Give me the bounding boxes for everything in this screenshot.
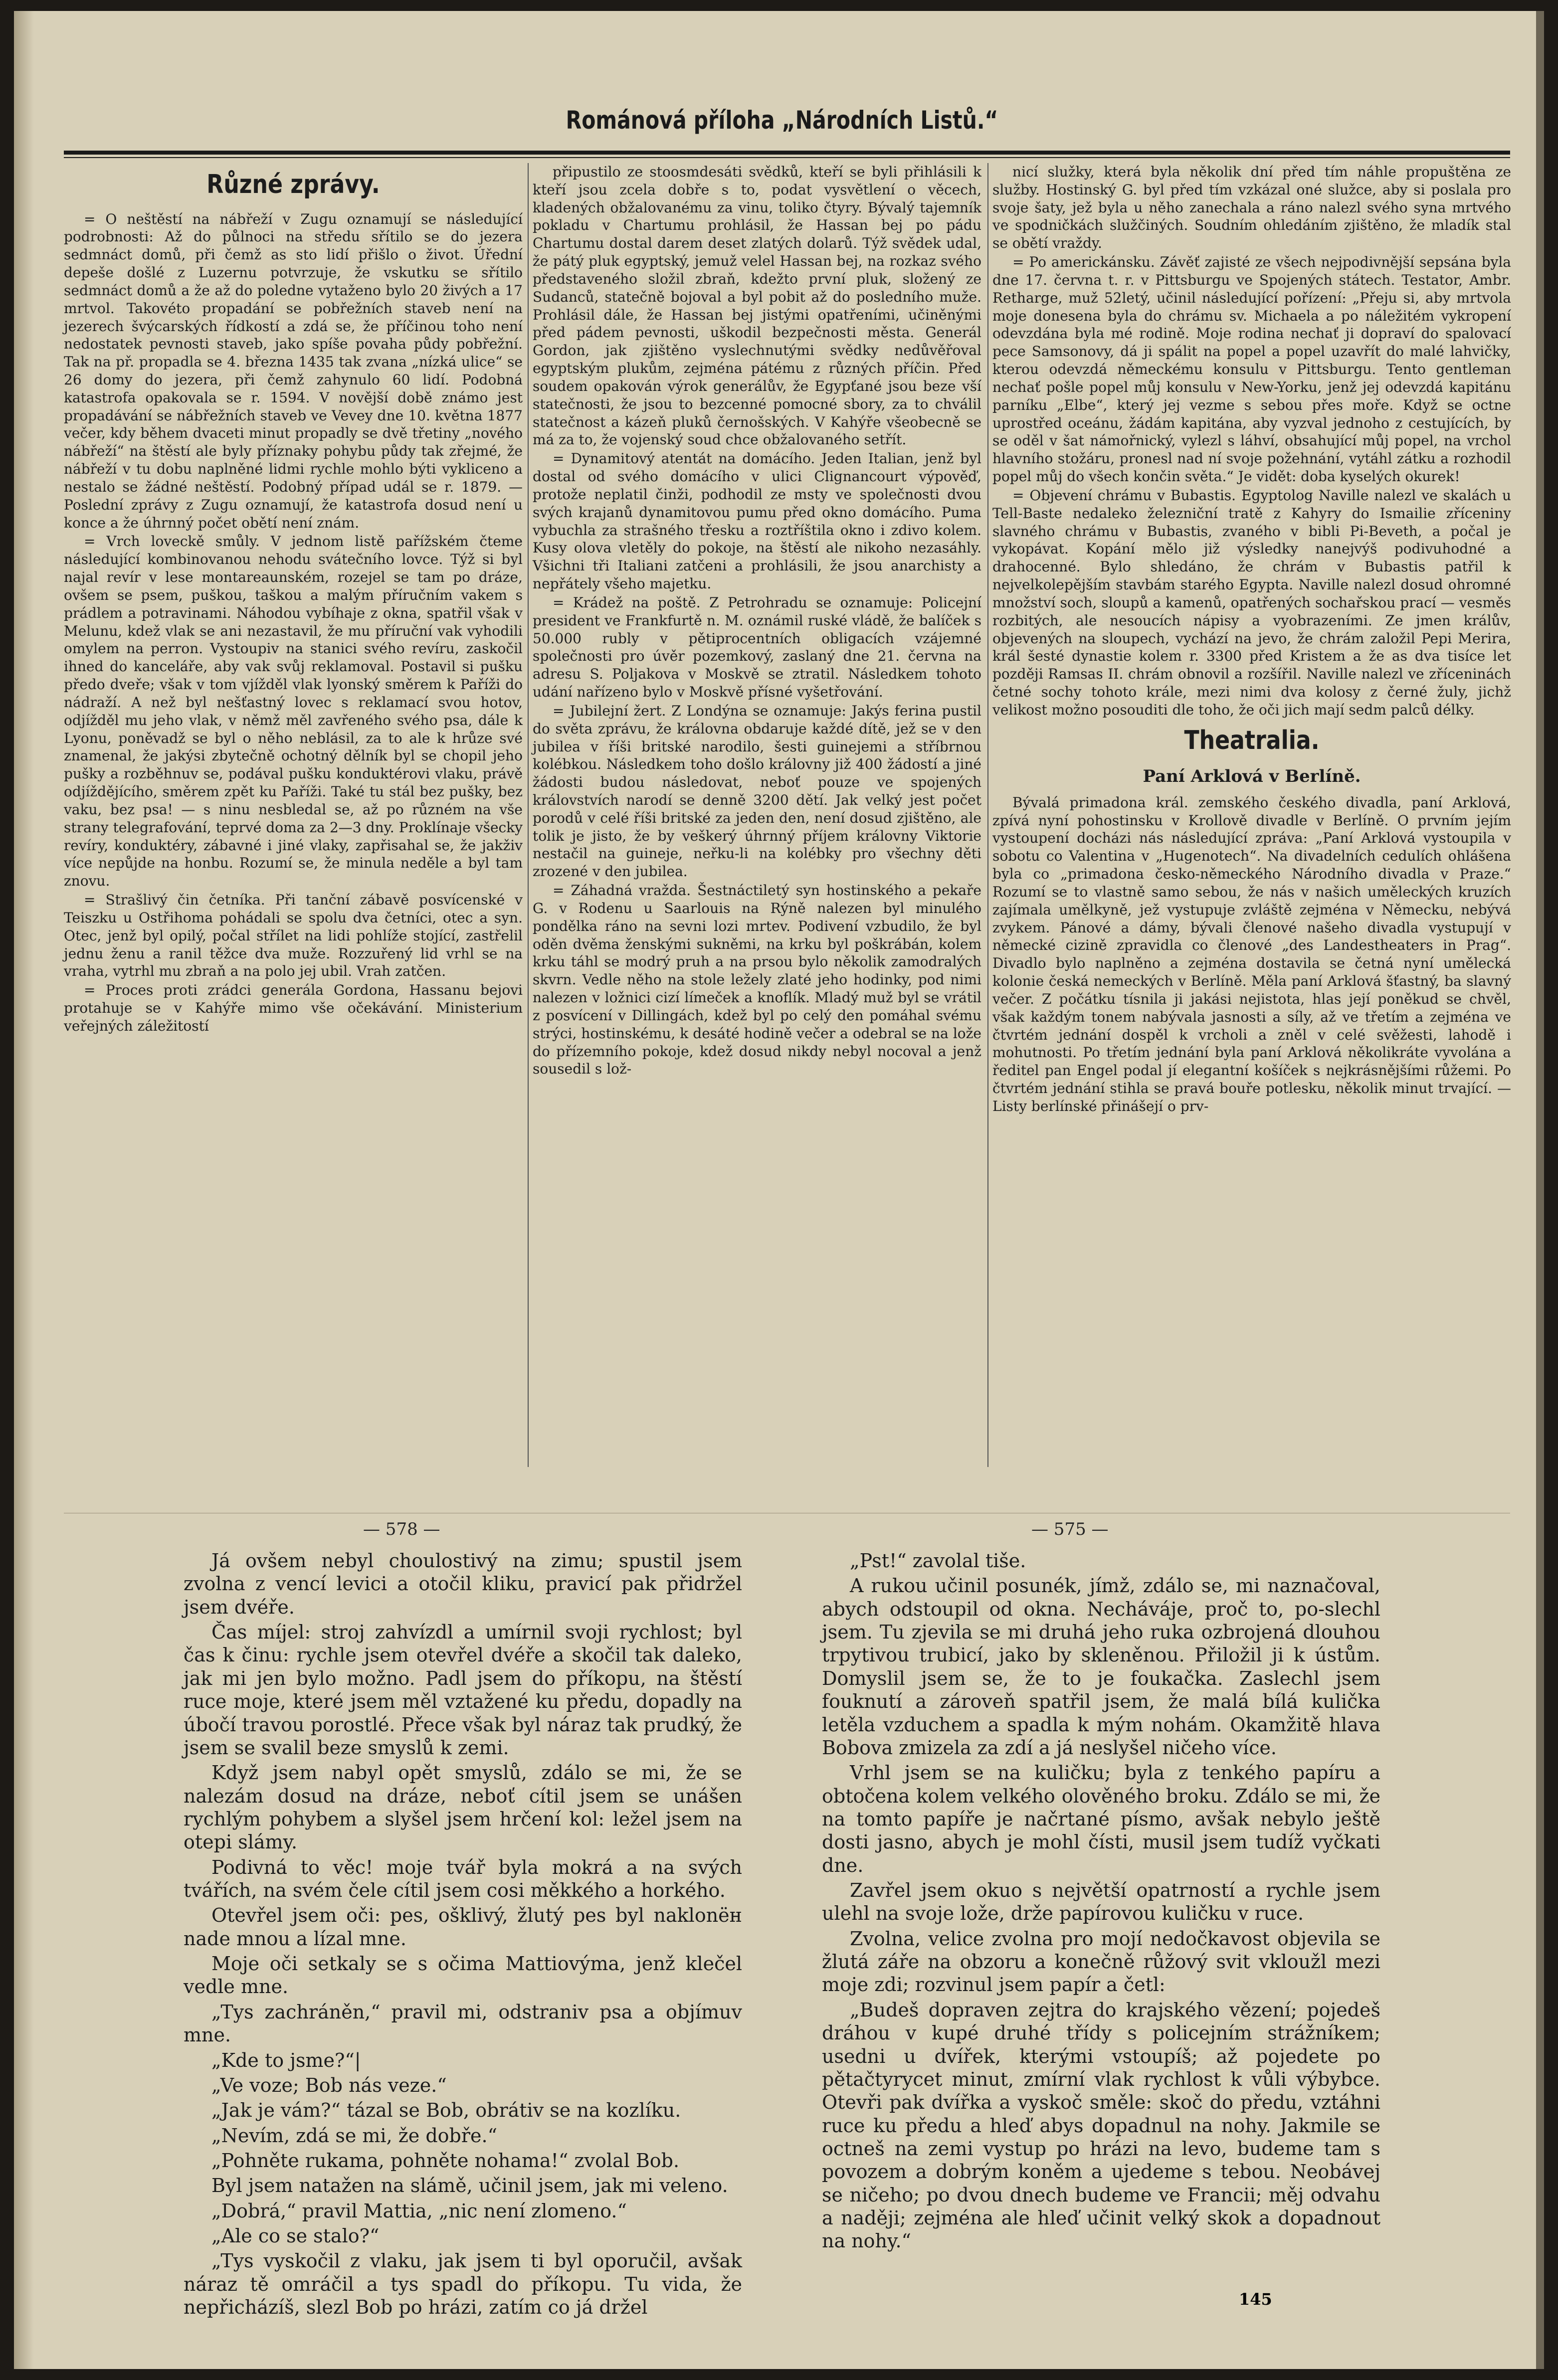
theatre-heading: Theatralia. bbox=[1184, 725, 1320, 755]
page-edge bbox=[1536, 11, 1544, 2369]
header-rule-thin bbox=[64, 157, 1510, 158]
story-column-left bbox=[184, 1549, 742, 2319]
story-column-right bbox=[822, 1549, 1380, 2307]
binding-shadow bbox=[14, 11, 34, 2369]
news-item: = Záhadná vražda. Šestnáctiletý syn hostinského a pekaře G. v Rodenu u Saarlouis na Rýně nalezen byl minulého pondělka ráno na sevni lozi mrtev. Podivení vzbudilo, že byl oděn dvěma ženskými sukněmi, na krku byl poškrábán, kolem krku táhl se modrý pruh a na prsou bylo několik zamodralých skvrn. Vedle něho na stole ležely zlaté jeho hodinky, pod nimi nalezen v ložnici cizí límeček a knoflík. Mladý muž byl se vrátil z posvícení v Dillingách, kdež byl po celý den pomáhal svému strýci, hostinskému, k desáté hodině večer a odebral se na lože do přízemního pokoje, kdež dosud nikdy nebyl nocoval a jenž sousedil s lož- bbox=[533, 882, 981, 1078]
news-item: = Krádež na poště. Z Petrohradu se oznamuje: Policejní president ve Frankfurtě n. M. oznámil ruské vládě, že balíček s 50.000 rubly v pětiprocentních obligacích vzájemné společnosti pro úvěr pozemkový, zaslaný dne 21. června na adresu S. Poljakova v Moskvě se ztratil. Následkem tohoto udání nařízeno bylo v Moskvě přísné vyšetřování. bbox=[533, 594, 981, 701]
page-number-left: — 578 — bbox=[363, 1519, 440, 1539]
story-paragraph: Když jsem nabyl opět smyslů, zdálo se mi, že se nalezám dosud na dráze, neboť cítil jsem se unášen rychlým pohybem a slyšel jsem hrčení kol: ležel jsem na otepi slámy. bbox=[184, 1762, 742, 1853]
story-paragraph: „Ale co se stalo?“ bbox=[211, 2225, 380, 2247]
story-paragraph: Vrhl jsem se na kuličku; byla z tenkého papíru a obtočena kolem velkého olověného broku. Zdálo se mi, že na tomto papíře je načrtané písmo, avšak nebylo ještě dosti jasno, abych je mohl čísti, musil jsem tudíž vyčkati dne. bbox=[822, 1762, 1380, 1876]
story-paragraph: Byl jsem natažen na slámě, učinil jsem, jak mi veleno. bbox=[211, 2175, 728, 2197]
story-paragraph: „Tys vyskočil z vlaku, jak jsem ti byl oporučil, avšak náraz tě omráčil a tys spadl do příkopu. Tu vida, že nepřicházíš, slezl Bob po hrázi, zatím co já držel bbox=[184, 2250, 742, 2319]
news-item: = O neštěstí na nábřeží v Zugu oznamují se následující podrobnosti: Až do půlnoci na středu sřítilo se do jezera sedmnáct domů, při čemž as sto lidí přišlo o život. Úřední depeše došlé z Luzernu potvrzuje, že vskutku se sřítilo sedmnáct domů a že až do poledne vytaženo bylo 20 živých a 17 mrtvol. Takovéto propadání se pobřežních staveb není na jezerech švýcarských řídkostí a zdá se, že příčinou toho není nedostatek pevnosti staveb, jako spíše povaha půdy pobřežní. Tak na př. propadla se 4. března 1435 tak zvana „nízká ulice“ se 26 domy do jezera, při čemž zahynulo 60 lidí. Podobná katastrofa opakovala se r. 1594. V novější době známo jest propadávání se nábřežních staveb ve Vevey dne 10. května 1877 večer, kdy během dvaceti minut propadly se dvě třetiny „nového nábřeží“ na štěstí ale byly příznaky pohybu půdy tak zřejmé, že nábřeží v tu dobu naplněné lidmi rychle mohlo býti vykliceno a nestalo se žádné neštěstí. Podobný případ udál se r. 1879. — Poslední zprávy z Zugu oznamují, že katastrofa dosud není u konce a že úhrnný počet obětí není znám. bbox=[64, 210, 523, 531]
column-3 bbox=[992, 163, 1511, 1467]
story-paragraph: „Jak je vám?“ tázal se Bob, obrátiv se na kozlíku. bbox=[211, 2099, 681, 2122]
column-divider bbox=[987, 163, 988, 1467]
theatre-item: Bývalá primadona král. zemského českého divadla, paní Arklová, zpívá nyní pohostinsku v Krollově divadle v Berlíně. O prvním jejím vystoupení docházi nás následující zpráva: „Paní Arklová vystoupila v sobotu co Valentina v „Hugenotech“. Na divadelních cedulích ohlášena byla co „primadona česko-německého Národního divadla v Praze.“ Rozumí se to vlastně samo sebou, že nás v našich uměleckých kruzích zajímala umělkyně, jež vystupuje zvláště zejména v Německu, nebývá zvykem. Pánové a dámy, bývali členové našeho divadla vystupují v německé cizině zpravidla co členové „des Landestheaters in Prag“. Divadlo bylo naplněno a zejména dostavila se četná nyní umělecká kolonie česká nemeckých v Berlíně. Měla paní Arklová šťastný, ba slavný večer. Z počátku tísnila ji jakási nejistota, hlas její poněkud se chvěl, však každým tonem nabývala jasnosti a síly, až ve třetím a zejména ve čtvrtém jednání dospěl k vrcholi a zněl v celé svěžesti, lahodě i mohutnosti. Po třetím jednání byla paní Arklová několikráte vyvolána a ředitel pan Engel podal jí elegantní košíček s nejkrásnějšími růžemi. Po čtvrtém jednání stihla se pravá bouře potlesku, několik minut trvající. — Listy berlínské přinášejí o prv- bbox=[992, 794, 1511, 1114]
story-paragraph: Já ovšem nebyl choulostivý na zimu; spustil jsem zvolna z vencí levici a otočil kliku, pravicí pak přidržel jsem dvéře. bbox=[184, 1550, 742, 1618]
story-paragraph: „Ve voze; Bob nás veze.“ bbox=[211, 2074, 447, 2096]
page-number-right: — 575 — bbox=[1031, 1519, 1109, 1539]
news-item: = Po americkánsku. Závěť zajisté ze všech nejpodivnější sepsána byla dne 17. června t. r. v Pittsburgu ve Spojených státech. Testator, Ambr. Retharge, muž 52letý, učinil následující pořízení: „Přeju si, aby mrtvola moje donesena byla do chrámu sv. Michaela a po náležitém vykropení odevzdána byla mé rodině. Moje rodina nechať ji dopraví do spalovací pece Samsonovy, dá ji spálit na popel a popel uzavřít do malé lahvičky, kterou odevzdá německému konsulu v Pittsburgu. Tento gentleman nechať pošle popel můj konsulu v New-Yorku, jenž jej odevzdá kapitánu parníku „Elbe“, který jej vezme s sebou přes moře. Když se octne uprostřed oceánu, žádám kapitána, aby vyzval jednoho z cestujících, by se oděl v šat námořnický, vylezl s láhví, obsahující můj popel, na vrchol hlavního stožáru, pronesl nad ní svoje požehnání, vytáhl zátku a rozhodil popel můj do všech končin světa.“ Je vidět: doba kyselých okurek! bbox=[992, 254, 1511, 485]
news-item: připustilo ze stoosmdesáti svědků, kteří se byli přihlásili k kteří jsou zcela dobře s to, podat vysvětlení o věcech, kladených obžalovanému za vinu, toliko čtyry. Bývalý tajemník pokladu v Chartumu prohlásil, že Hassan bej po pádu Chartumu dostal darem deset zlatých dolarů. Týž svědek udal, že pátý pluk egyptský, jemuž velel Hassan bej, na rozkaz svého představeného složil zbraň, kdežto první pluk, složený ze Sudanců, statečně bojoval a byl pobit až do posledního muže. Prohlásil dále, že Hassan bej jistými opatřeními, učiněnými před pádem pevnosti, uškodil bezpečnosti města. Generál Gordon, jak zjištěno vyslechnutými svědky nedůvěřoval egyptským plukům, zejména pátému z různých příčin. Před soudem opakován výrok generálův, že Egypťané jsou beze vší statečnosti, že jsou to bezcenné pomocné sbory, za to chválil statečnost a kázeň pluků černošských. V Kahýře všeobecně se má za to, že vojenský soud chce obžalovaného setřít. bbox=[533, 164, 981, 448]
story-paragraph: Čas míjel: stroj zahvízdl a umírnil svoji rychlost; byl čas k činu: rychle jsem otevřel dvéře a skočil tak daleko, jak mi jen bylo možno. Padl jsem do příkopu, na štěstí ruce moje, které jsem měl vztažené ku předu, dopadly na úbočí travou porostlé. Přece však byl náraz tak prudký, že jsem se svalil beze smyslů k zemi. bbox=[184, 1621, 742, 1759]
story-paragraph: „Pst!“ zavolal tiše. bbox=[850, 1550, 1026, 1572]
news-item: = Strašlivý čin četníka. Při tanční zábavě posvícenské v Teiszku u Ostřihoma pohádali se spolu dva četníci, otec a syn. Otec, jenž byl opilý, počal střílet na lidi pohlíže stojící, zastřelil jednu ženu a ranil těžce dva muže. Rozzuřený lid vrhl se na vraha, vytrhl mu zbraň a na polo jej ubil. Vrah zatčen. bbox=[64, 892, 523, 980]
news-item: = Jubilejní žert. Z Londýna se oznamuje: Jakýs ferina pustil do světa zprávu, že královna obdaruje každé dítě, jež se v den jubilea v říši britské narodilo, šesti guinejemi a stříbrnou kolébkou. Následkem toho došlo královny již 400 žádostí a jiné žádosti budou následovat, neboť pouze ve spojených královstvích narodí se denně 3200 dětí. Jak velký jest počet porodů v celé říši britské za jeden den, není dosud zjištěno, ale tolik je jisto, že by veškerý úhrnný příjem královny Viktorie nestačil na guineje, neřku-li na kolébky pro všechny děti zrozené v den jubilea. bbox=[533, 702, 981, 880]
story-paragraph: Moje oči setkaly se s očima Mattiovýma, jenž klečel vedle mne. bbox=[184, 1953, 742, 1998]
news-item: = Vrch loveckě smůly. V jednom listě pařížském čteme následující kombinovanou nehodu svátečního lovce. Týž si byl najal revír v lese montareaunském, rozejel se tam po dráze, ovšem se psem, puškou, taškou a malým příručním vakem s prádlem a potravinami. Náhodou vybíhaje z okna, spatřil však v Melunu, kdež vlak se ani nezastavil, že mu příruční vak vyhodili omylem na perron. Vystoupiv na stanici svého revíru, zaskočil ihned do kanceláře, aby vak svůj reklamoval. Postavil si pušku předo dveře; však v tom vjížděl vlak lyonský směrem k Paříži do nádraží. A než byl nešťastný lovec s reklamací svou hotov, odjížděl mu jeho vlak, v němž měl zavřeného svého psa, dále k Lyonu, poněvadž se byl o něho neblásil, za to ale k hrůze své znamenal, že jakýsi zbytečně ochotný dělník byl se chopil jeho pušky a rozběhnuv se, podával pušku konduktérovi vlaku, právě odjíždějícího, směrem zpět ku Paříži. Také tu stál bez pušky, bez vaku, bez psa! — s ninu nesbledal se, až po různém na vše strany telegrafování, teprvé doma za 2—3 dny. Proklínaje všecky revíry, konduktéry, zábavné i jiné vlaky, zapřisahal se, že jakživ více nepůjde na honbu. Rozumí se, že minula neděle a byl tam znovu. bbox=[64, 533, 523, 890]
story-paragraph: „Budeš dopraven zejtra do krajského vězení; pojedeš dráhou v kupé druhé třídy s policejním strážníkem; usedni u dvířek, kterými vstoupíš; až pojedete po pětačtyrycet minut, zmírní vlak rychlost k vůli výbybce. Otevři pak dvířka a vyskoč směle: skoč do předu, vztáhni ruce ku předu a hleď abys dopadnul na nohy. Jakmile se octneš na zemi vystup po hrázi na levo, budeme tam s povozem a dobrým koněm a ujedeme s tebou. Neobávej se ničeho; po dvou dnech budeme ve Francii; měj odvahu a naději; zejména ale hleď učinit velký skok a dopadnout na nohy.“ bbox=[822, 1999, 1380, 2252]
section-heading: Různé zprávy. bbox=[206, 170, 380, 199]
header-rule bbox=[64, 151, 1510, 155]
story-paragraph: Podivná to věc! moje tvář byla mokrá a na svých tvářích, na svém čele cítil jsem cosi měkkého a horkého. bbox=[184, 1856, 742, 1902]
column-2 bbox=[533, 163, 981, 1467]
theatre-subheading: Paní Arklová v Berlíně. bbox=[1143, 766, 1361, 787]
story-paragraph: Otevřel jsem oči: pes, ošklivý, žlutý pes byl naklonён nade mnou a lízal mne. bbox=[184, 1904, 742, 1950]
story-paragraph: „Tys zachráněn,“ pravil mi, odstraniv psa a objímuv mne. bbox=[184, 2001, 742, 2046]
news-item: = Objevení chrámu v Bubastis. Egyptolog Naville nalezl ve skalách u Tell-Baste nedaleko železniční tratě z Kahyry do Ismailie zříceniny slavného chrámu v Bubastis, zvaného v bibli Pi-Beveth, a počal je vykopávat. Kopání mělo již výsledky nanejvýš podivuhodné a drahocenné. Bylo shledáno, že chrám v Bubastis patřil k nejvelkolepějším stavbám starého Egypta. Naville nalezl dosud ohromné množství soch, sloupů a kamenů, opatřených sochařskou prací — vesměs rozbitých, ale nesoucích nápisy a vyobrazeními. Ze jmen králův, objevených na sloupech, vychází na jevo, že chrám založil Pepi Merira, král šesté dynastie kolem r. 3300 před Kristem a že as dva tisíce let později Ramsas II. chrám obnovil a rozšířil. Naville nalezl ve zříceninách četné sochy tohoto krále, mezi nimi dva kolosy z černé žuly, jichž velikost možno posouditi dle toho, že oči jich mají sedm palců délky. bbox=[992, 487, 1511, 718]
story-paragraph: „Dobrá,“ pravil Mattia, „nic není zlomeno.“ bbox=[211, 2199, 627, 2222]
story-paragraph: „Pohněte rukama, pohněte nohama!“ zvolal Bob. bbox=[211, 2149, 680, 2172]
story-paragraph: „Kde to jsme?“| bbox=[211, 2049, 361, 2071]
newspaper-page bbox=[14, 11, 1544, 2369]
news-item: = Proces proti zrádci generála Gordona, Hassanu bejovi protahuje se v Kahýře mimo vše očekávání. Ministerium veřejných záležitostí bbox=[64, 982, 523, 1034]
sheet-number: 145 bbox=[1239, 2290, 1272, 2309]
column-1 bbox=[64, 163, 523, 1467]
story-paragraph: Zvolna, velice zvolna pro mojí nedočkavost objevila se žlutá záře na obzoru a konečně růžový svit vkloužl mezi moje zdi; rozvinul jsem papír a četl: bbox=[822, 1927, 1380, 1996]
story-paragraph: Zavřel jsem okuo s největší opatrností a rychle jsem ulehl na svoje lože, drže papírovou kuličku v ruce. bbox=[822, 1879, 1380, 1925]
story-paragraph: „Nevím, zdá se mi, že dobře.“ bbox=[211, 2124, 498, 2147]
news-item: nicí služky, která byla několik dní před tím náhle propuštěna ze služby. Hostinský G. byl před tím vzkázal oné služce, aby si poslala pro svoje šaty, jež byla u něho zanechala a ráno nalezl svého syna mrtvého ve spodničkách služčiných. Soudním ohledáním zjištěno, že mladík stal se obětí vraždy. bbox=[992, 164, 1511, 252]
story-paragraph: A rukou učinil posunék, jímž, zdálo se, mi naznačoval, abych odstoupil od okna. Necháváje, proč to, po-slechl jsem. Tu zjevila se mi druhá jeho ruka ozbrojená dlouhou trpytivou trubicí, jako by skleněnou. Přiložil ji k ústům. Domyslil jsem se, že to je foukačka. Zaslechl jsem fouknutí a zároveň spatřil jsem, že malá bílá kulička letěla vzduchem a spadla k mým nohám. Okamžitě hlava Bobova zmizela za zdí a já neslyšel ničeho více. bbox=[822, 1575, 1380, 1759]
column-divider bbox=[528, 163, 529, 1467]
page-header: Románová příloha „Národních Listů.“ bbox=[566, 106, 998, 135]
news-item: = Dynamitový atentát na domácího. Jeden Italian, jenž byl dostal od svého domácího v ulici Clignancourt výpověď, protože neplatil činži, podhodil ze msty ve společnosti dvou svých krajanů dynamitovou pumu před okno domácího. Puma vybuchla za strašného třesku a roztříštila okno i zdivo kolem. Kusy olova vletěly do pokoje, na štěstí ale nikoho nezasáhly. Všichni tři Italiani zatčeni a prohlásili, že jsou anarchisty a nepřátely všeho majetku. bbox=[533, 450, 981, 592]
